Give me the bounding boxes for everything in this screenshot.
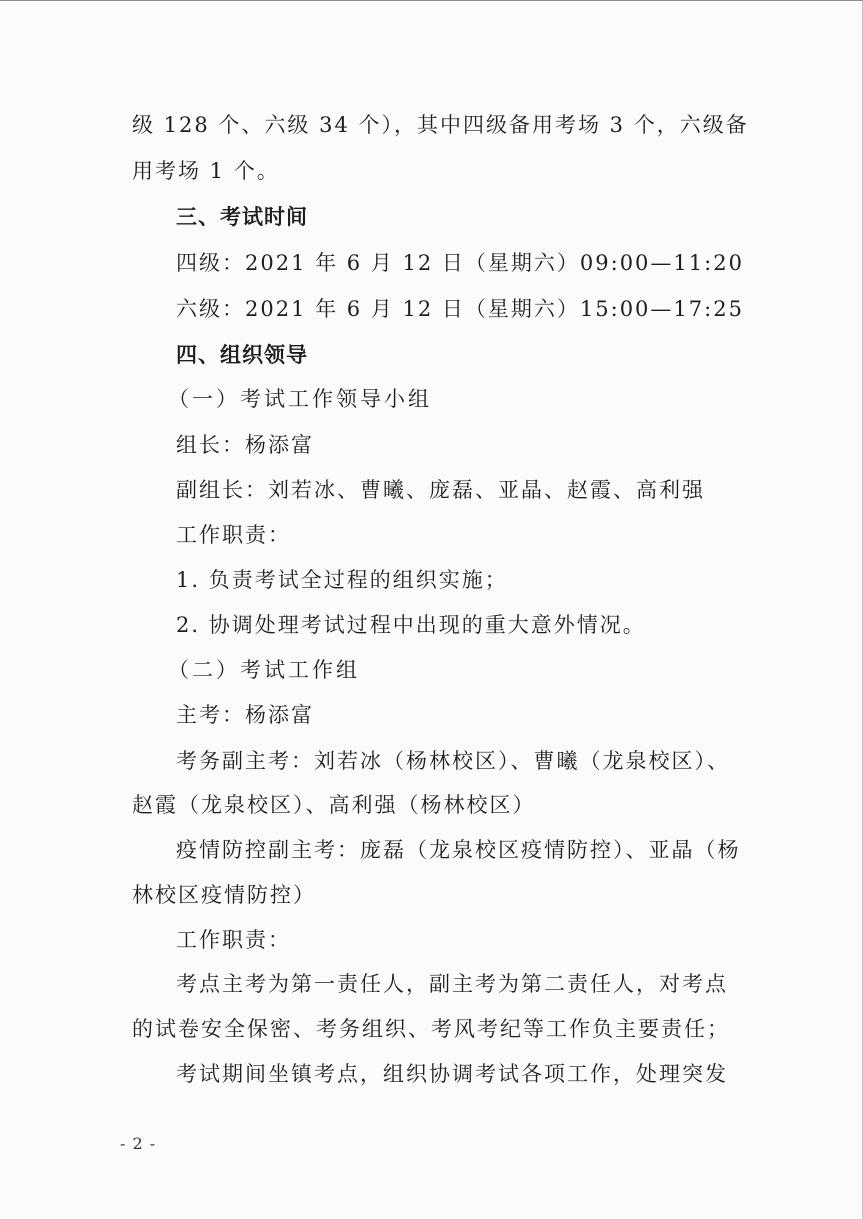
text-line: 工作职责： [176, 928, 291, 952]
text-line: 林校区疫情防控） [132, 883, 316, 907]
section-heading-exam-time: 三、考试时间 [176, 205, 308, 229]
text-line: 1. 负责考试全过程的组织实施； [176, 568, 508, 592]
text-line: 主考：杨添富 [176, 703, 314, 727]
text-line: 考务副主考：刘若冰（杨林校区）、曹曦（龙泉校区）、 [176, 749, 730, 773]
text-line: 四级：2021 年 6 月 12 日（星期六）09:00—11:20 [176, 251, 744, 275]
text-line: 疫情防控副主考：庞磊（龙泉校区疫情防控）、亚晶（杨 [176, 838, 741, 862]
text-line: 的试卷安全保密、考务组织、考风考纪等工作负主要责任； [132, 1017, 730, 1041]
section-heading-organization: 四、组织领导 [176, 343, 308, 367]
text-line: 六级：2021 年 6 月 12 日（星期六）15:00—17:25 [176, 297, 744, 321]
subsection-heading-working-group: （二）考试工作组 [168, 658, 360, 682]
text-line: 2. 协调处理考试过程中出现的重大意外情况。 [176, 613, 646, 637]
text-line: 赵霞（龙泉校区）、高利强（杨林校区） [132, 793, 536, 817]
text-line: 考点主考为第一责任人，副主考为第二责任人，对考点 [176, 972, 728, 996]
subsection-heading-leadership: （一）考试工作领导小组 [168, 387, 432, 411]
text-line: 用考场 1 个。 [132, 159, 280, 183]
page-number: - 2 - [120, 1134, 157, 1153]
text-line: 副组长：刘若冰、曹曦、庞磊、亚晶、赵霞、高利强 [176, 478, 705, 502]
text-line: 组长：杨添富 [176, 433, 314, 457]
text-line: 工作职责： [176, 523, 291, 547]
text-line: 考试期间坐镇考点，组织协调考试各项工作，处理突发 [176, 1062, 728, 1086]
text-line: 级 128 个、六级 34 个），其中四级备用考场 3 个，六级备 [132, 113, 749, 137]
